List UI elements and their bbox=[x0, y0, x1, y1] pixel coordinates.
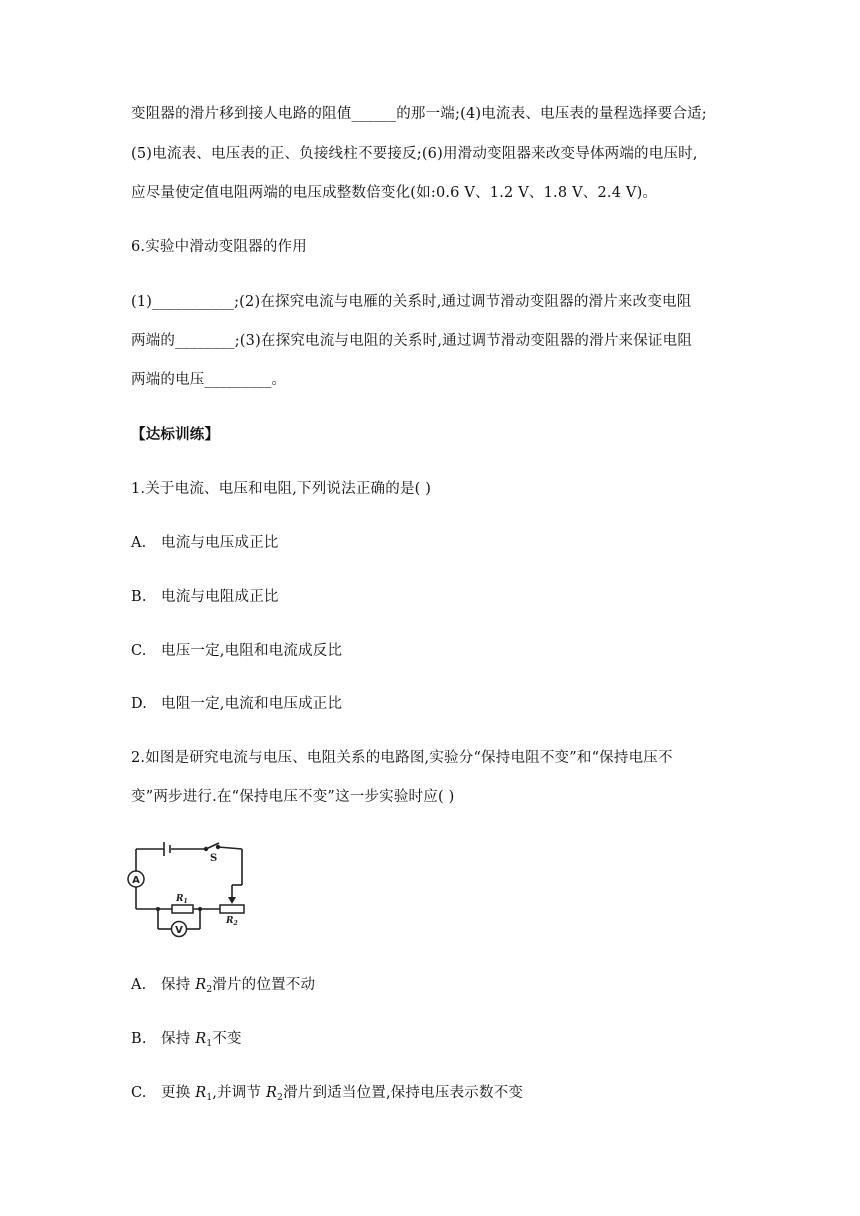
option-text: 电流与电阻成正比 bbox=[161, 589, 279, 605]
junction-dot bbox=[156, 907, 160, 911]
switch-label: S bbox=[210, 853, 218, 864]
variable-sub: 2 bbox=[277, 1093, 284, 1103]
variable-sub: 1 bbox=[206, 1039, 213, 1049]
variable-r: R bbox=[195, 1031, 207, 1047]
option-letter: D. bbox=[131, 696, 148, 712]
section5-line2: (5)电流表、电压表的正、负接线柱不要接反;(6)用滑动变阻器来改变导体两端的电压时, bbox=[131, 146, 698, 162]
option-text-pre: 保持 bbox=[161, 1031, 191, 1047]
q1-option-a bbox=[131, 533, 279, 553]
section6-line3: 两端的电压_________。 bbox=[131, 372, 287, 388]
variable-r: R bbox=[266, 1085, 278, 1101]
q2-stem-line2: 变”两步进行.在“保持电压不变”这一步实验时应( ) bbox=[131, 789, 455, 805]
junction-dot bbox=[198, 907, 202, 911]
resistor-r1 bbox=[172, 905, 193, 913]
option-letter: C. bbox=[131, 643, 147, 659]
rheostat-r2 bbox=[220, 905, 244, 913]
option-letter: A. bbox=[131, 977, 147, 993]
training-heading: 【达标训练】 bbox=[131, 426, 220, 443]
q1-stem: 1.关于电流、电压和电阻,下列说法正确的是( ) bbox=[131, 481, 432, 497]
option-letter: C. bbox=[131, 1085, 147, 1101]
option-letter: B. bbox=[131, 1031, 147, 1047]
q2-option-a bbox=[131, 975, 315, 1000]
ammeter-label: A bbox=[132, 875, 140, 886]
option-text-mid: ,并调节 bbox=[212, 1085, 262, 1101]
switch-contact bbox=[204, 847, 208, 851]
option-text: 电压一定,电阻和电流成反比 bbox=[161, 643, 343, 659]
q2-option-b bbox=[131, 1029, 242, 1054]
section5-line1: 变阻器的滑片移到接人电路的阻值______的那一端;(4)电流表、电压表的量程选择要合适; bbox=[131, 106, 707, 122]
option-text-pre: 保持 bbox=[161, 977, 191, 993]
section6-line2: 两端的________;(3)在探究电流与电阻的关系时,通过调节滑动变阻器的滑片来保证电阻 bbox=[131, 333, 693, 349]
option-text: 电流与电压成正比 bbox=[161, 535, 279, 551]
option-text-post: 滑片到适当位置,保持电压表示数不变 bbox=[283, 1085, 524, 1101]
circuit-diagram bbox=[126, 835, 252, 945]
option-text-post: 滑片的位置不动 bbox=[212, 977, 316, 993]
section6-line1: (1)___________;(2)在探究电流与电雁的关系时,通过调节滑动变阻器的滑片来改变电阻 bbox=[131, 294, 692, 310]
variable-sub: 2 bbox=[206, 985, 213, 995]
r1-label: $R_1$ bbox=[176, 894, 188, 905]
q1-option-b bbox=[131, 587, 279, 607]
option-letter: B. bbox=[131, 589, 147, 605]
variable-r: R bbox=[195, 1085, 207, 1101]
switch-contact bbox=[216, 845, 220, 849]
q1-option-d bbox=[131, 694, 342, 714]
option-text-post: 不变 bbox=[212, 1031, 242, 1047]
section6-heading: 6.实验中滑动变阻器的作用 bbox=[131, 239, 307, 255]
variable-sub: 1 bbox=[206, 1093, 213, 1103]
r2-label: $R_2$ bbox=[226, 916, 238, 927]
voltmeter-label: V bbox=[175, 925, 183, 936]
option-text: 电阻一定,电流和电压成正比 bbox=[161, 696, 343, 712]
q1-option-c bbox=[131, 641, 342, 661]
variable-r: R bbox=[195, 977, 207, 993]
q2-option-c bbox=[131, 1083, 523, 1108]
option-letter: A. bbox=[131, 535, 147, 551]
section5-line3: 应尽量使定值电阻两端的电压成整数倍变化(如:0.6 V、1.2 V、1.8 V、2.4 V)。 bbox=[131, 185, 658, 201]
q2-stem-line1: 2.如图是研究电流与电压、电阻关系的电路图,实验分“保持电阻不变”和“保持电压不 bbox=[131, 750, 673, 766]
slider-arrow bbox=[228, 897, 236, 904]
option-text-pre: 更换 bbox=[161, 1085, 191, 1101]
